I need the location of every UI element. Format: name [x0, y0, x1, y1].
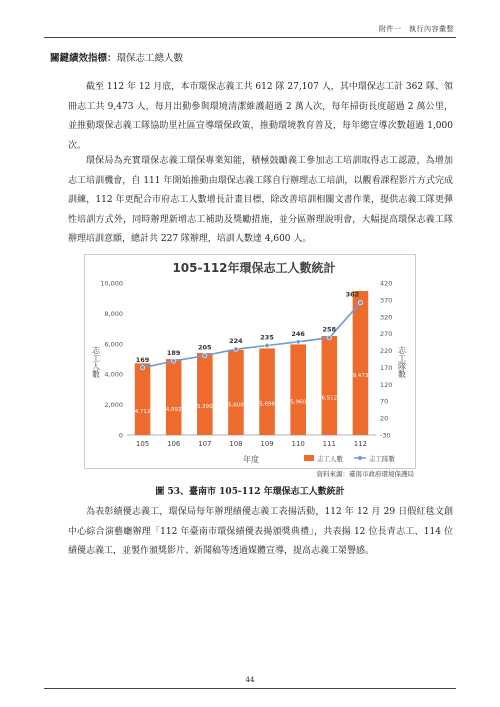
legend-bar-swatch	[304, 455, 314, 461]
x-tick-label: 109	[260, 440, 274, 448]
footer-rule	[44, 688, 456, 689]
bar	[259, 348, 275, 435]
line-point	[265, 343, 269, 347]
page-number: 44	[245, 676, 255, 684]
line-point	[140, 366, 144, 370]
bar-value-label: 5,960	[290, 399, 307, 406]
line-point	[234, 347, 238, 351]
figure-caption: 圖 53、臺南市 105-112 年環保志工人數統計	[155, 487, 345, 497]
bar	[290, 344, 306, 435]
bar-value-label: 5,600	[228, 402, 244, 409]
bar-value-label: 4,992	[165, 407, 182, 414]
right-tick-label: 120	[380, 380, 393, 389]
bar	[322, 336, 338, 435]
paragraph-1: 截至 112 年 12 月底，本市環保志義工共 612 隊 27,107 人，其中環保志工計 362 隊、領冊志工共 9,473 人，每月出動參與環境清潔維護超過 2 萬人次，每年掃街長度超過 2 萬公里，並推動環保志義工隊協助里社區宣導環保政策，推動環境教育普及，每年總宣導次數超過 1,000 次。	[68, 82, 453, 151]
bar-value-label: 6,512	[321, 395, 338, 402]
x-tick-label: 107	[198, 440, 212, 448]
line-value-label: 235	[260, 333, 274, 342]
legend-bar-label: 志工人數	[317, 455, 343, 463]
line-point	[327, 336, 331, 340]
right-tick-label: 370	[380, 296, 393, 305]
x-tick-label: 112	[353, 440, 368, 448]
right-tick-label: 20	[380, 414, 389, 423]
right-tick-label: -30	[380, 431, 391, 440]
x-axis-label: 年度	[243, 455, 259, 464]
right-tick-label: 420	[380, 279, 393, 288]
x-tick-label: 111	[322, 440, 336, 448]
bar-value-label: 9,473	[352, 373, 369, 380]
left-tick-label: 6,000	[104, 340, 123, 349]
line-value-label: 246	[291, 329, 305, 338]
line-value-label: 205	[198, 343, 212, 352]
section-heading	[50, 50, 183, 64]
line-value-label: 258	[322, 325, 337, 334]
right-tick-label: 220	[380, 347, 393, 356]
right-tick-label: 170	[380, 363, 393, 372]
paragraph-3: 為表彰績優志義工，環保局每年辦理績優志義工表揚活動，112 年 12 月 29 日假紅毯文創中心綜合演藝廳辦理「112 年臺南市環保績優表揚頒獎典禮」，共表揚 12 位長青志工、114 位績優志義工，並製作頒獎影片、新聞稿等透過媒體宣導，提高志義工榮譽感。	[68, 507, 453, 556]
x-tick-label: 105	[135, 440, 150, 448]
chart-title: 105-112年環保志工人數統計	[172, 261, 336, 275]
page-header: 附件一 執行內容彙整	[379, 25, 454, 33]
bar	[135, 363, 151, 435]
left-axis-label: 志工人數	[91, 346, 101, 378]
right-axis-label: 志工隊數	[397, 346, 407, 378]
bar-value-label: 5,390	[196, 404, 213, 411]
line-point	[358, 300, 362, 304]
bar	[197, 353, 213, 435]
legend-line-marker	[358, 456, 362, 460]
right-tick-label: 320	[380, 313, 393, 322]
legend-line-label: 志工隊數	[369, 455, 395, 463]
left-tick-label: 2,000	[104, 401, 123, 410]
volunteer-chart	[84, 254, 416, 469]
line-point	[296, 340, 300, 344]
left-tick-label: 10,000	[100, 279, 123, 288]
bar	[166, 359, 182, 435]
left-tick-label: 0	[118, 431, 123, 440]
line-value-label: 362	[345, 290, 360, 299]
line-value-label: 189	[166, 349, 181, 358]
paragraph-2: 環保局為充實環保志義工環保專業知能，積極鼓勵義工參加志工培訓取得志工認證，為增加志工培訓機會，自 111 年開始推動由環保志義工隊自行辦理志工培訓，以觀看課程影片方式完成訓練，112 年更配合市府志工人數增長計畫目標，除改善培訓相關文書作業，提供志義工隊更彈性培訓方式外，同時辦理新增志工補助及獎勵措施，並分區辦理說明會，大幅提高環保志義工隊辦理培訓意願，總計共 227 隊辦理，培訓人數達 4,600 人。	[68, 156, 453, 244]
x-tick-label: 110	[291, 440, 305, 448]
bar	[353, 291, 369, 435]
left-tick-label: 4,000	[104, 370, 123, 379]
x-tick-label: 108	[229, 440, 243, 448]
bar-value-label: 4,712	[134, 409, 151, 416]
line-value-label: 169	[135, 355, 150, 364]
header-rule	[44, 37, 456, 38]
bar	[228, 350, 244, 435]
line-point	[203, 353, 207, 357]
heading-value: 環保志工總人數	[116, 53, 184, 64]
line-point	[171, 359, 175, 363]
chart-source: 資料來源：臺南市政府環境保護局	[316, 470, 414, 478]
bar-value-label: 5,696	[259, 401, 275, 408]
heading-label: 關鍵績效指標：	[50, 53, 117, 64]
line-value-label: 224	[229, 337, 243, 346]
x-tick-label: 106	[167, 440, 181, 448]
left-tick-label: 8,000	[104, 309, 123, 318]
right-tick-label: 70	[380, 397, 389, 406]
right-tick-label: 270	[380, 330, 393, 339]
